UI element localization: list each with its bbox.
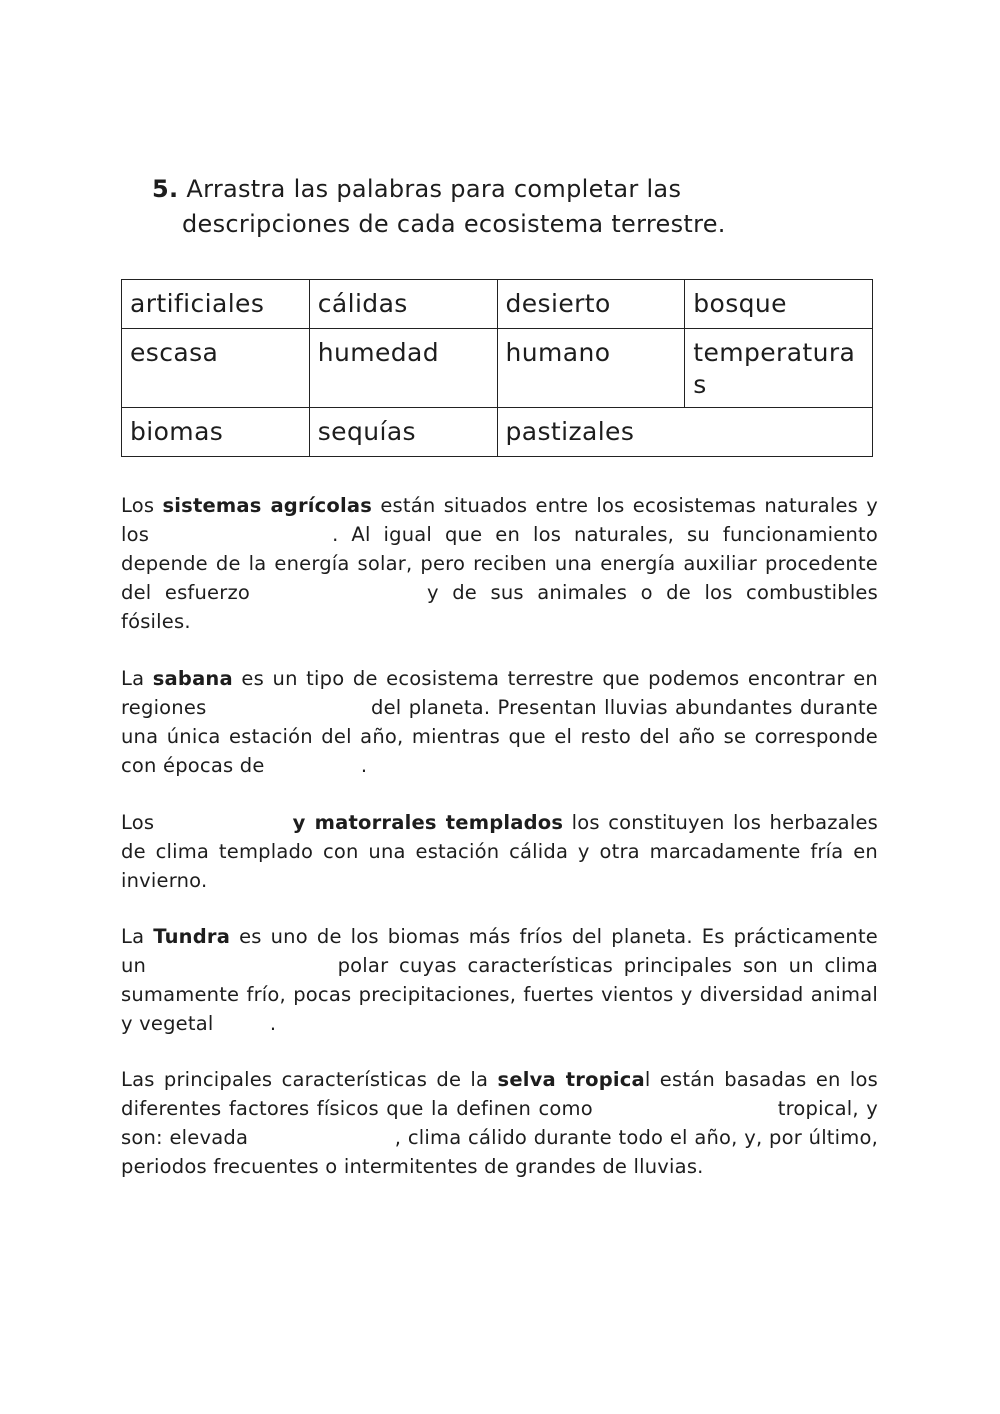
keyword: selva tropica [497, 1068, 645, 1091]
word-tile-humano[interactable]: humano [497, 329, 685, 408]
word-tile-escasa[interactable]: escasa [122, 329, 310, 408]
word-tile-humedad[interactable]: humedad [309, 329, 497, 408]
text: . [269, 1012, 277, 1035]
text: La [121, 667, 153, 690]
word-bank-row [122, 408, 873, 457]
paragraph-selva-tropical [121, 1065, 878, 1181]
word-tile-artificiales[interactable]: artificiales [122, 280, 310, 329]
paragraph-sabana [121, 664, 878, 780]
text: Las principales características de la [121, 1068, 498, 1091]
word-bank-row [122, 329, 873, 408]
drop-blank[interactable] [157, 957, 327, 977]
text: . [360, 754, 368, 777]
instruction-line-2: descripciones de cada ecosistema terrestre. [182, 210, 726, 238]
text: es un tipo de ecosistema terrestre que podemos encontrar en regiones [121, 667, 878, 719]
drop-blank[interactable] [162, 526, 332, 546]
instruction-line-1: Arrastra las palabras para completar las [186, 175, 682, 203]
word-bank-table [121, 279, 873, 457]
text: y de sus animales o de los combustibles fósiles. [121, 581, 878, 633]
drop-blank[interactable] [214, 699, 364, 719]
word-tile-calidas[interactable]: cálidas [309, 280, 497, 329]
paragraph-tundra [121, 922, 878, 1038]
text: polar cuyas características principales son un clima sumamente frío, pocas precipitaciones, fuertes vientos y diversidad animal y vegetal [121, 954, 878, 1035]
drop-blank[interactable] [600, 1100, 770, 1120]
text: del planeta. Presentan lluvias abundantes durante una única estación del año, mientras que el resto del año se corresponde con épocas de [121, 696, 878, 777]
word-tile-bosque[interactable]: bosque [685, 280, 873, 329]
keyword: y matorrales templados [292, 811, 564, 834]
word-tile-sequias[interactable]: sequías [309, 408, 497, 457]
word-tile-biomas[interactable]: biomas [122, 408, 310, 457]
keyword: Tundra [153, 925, 231, 948]
drop-blank[interactable] [271, 757, 361, 777]
text: los constituyen los herbazales de clima templado con una estación cálida y otra marcadamente fría en invierno. [121, 811, 879, 892]
word-tile-pastizales[interactable]: pastizales [497, 408, 873, 457]
text: La [121, 925, 154, 948]
text: es uno de los biomas más fríos del planeta. Es prácticamente un [121, 925, 878, 977]
drop-blank[interactable] [220, 1015, 270, 1035]
paragraph-pastizales [121, 808, 878, 895]
drop-blank[interactable] [255, 1129, 395, 1149]
word-tile-temperaturas[interactable]: temperaturas [685, 329, 873, 408]
text: Los [121, 494, 163, 517]
paragraph-sistemas-agricolas [121, 491, 878, 636]
keyword: sistemas agrícolas [162, 494, 373, 517]
text: tropical, y son: elevada [121, 1097, 878, 1149]
exercise-number: 5. [152, 175, 179, 203]
keyword: sabana [152, 667, 233, 690]
text: l están basadas en los diferentes factores físicos que la definen como [121, 1068, 878, 1120]
text: Los [121, 811, 163, 834]
text: están situados entre los ecosistemas naturales y los [121, 494, 878, 546]
exercise-instruction [152, 172, 852, 242]
word-bank-row [122, 280, 873, 329]
drop-blank[interactable] [163, 814, 293, 834]
text: , clima cálido durante todo el año, y, por último, periodos frecuentes o intermitentes de grandes de lluvias. [121, 1126, 878, 1178]
text: . Al igual que en los naturales, su funcionamiento depende de la energía solar, pero reciben una energía auxiliar procedente del esfuerzo [121, 523, 878, 604]
drop-blank[interactable] [264, 584, 414, 604]
word-tile-desierto[interactable]: desierto [497, 280, 685, 329]
